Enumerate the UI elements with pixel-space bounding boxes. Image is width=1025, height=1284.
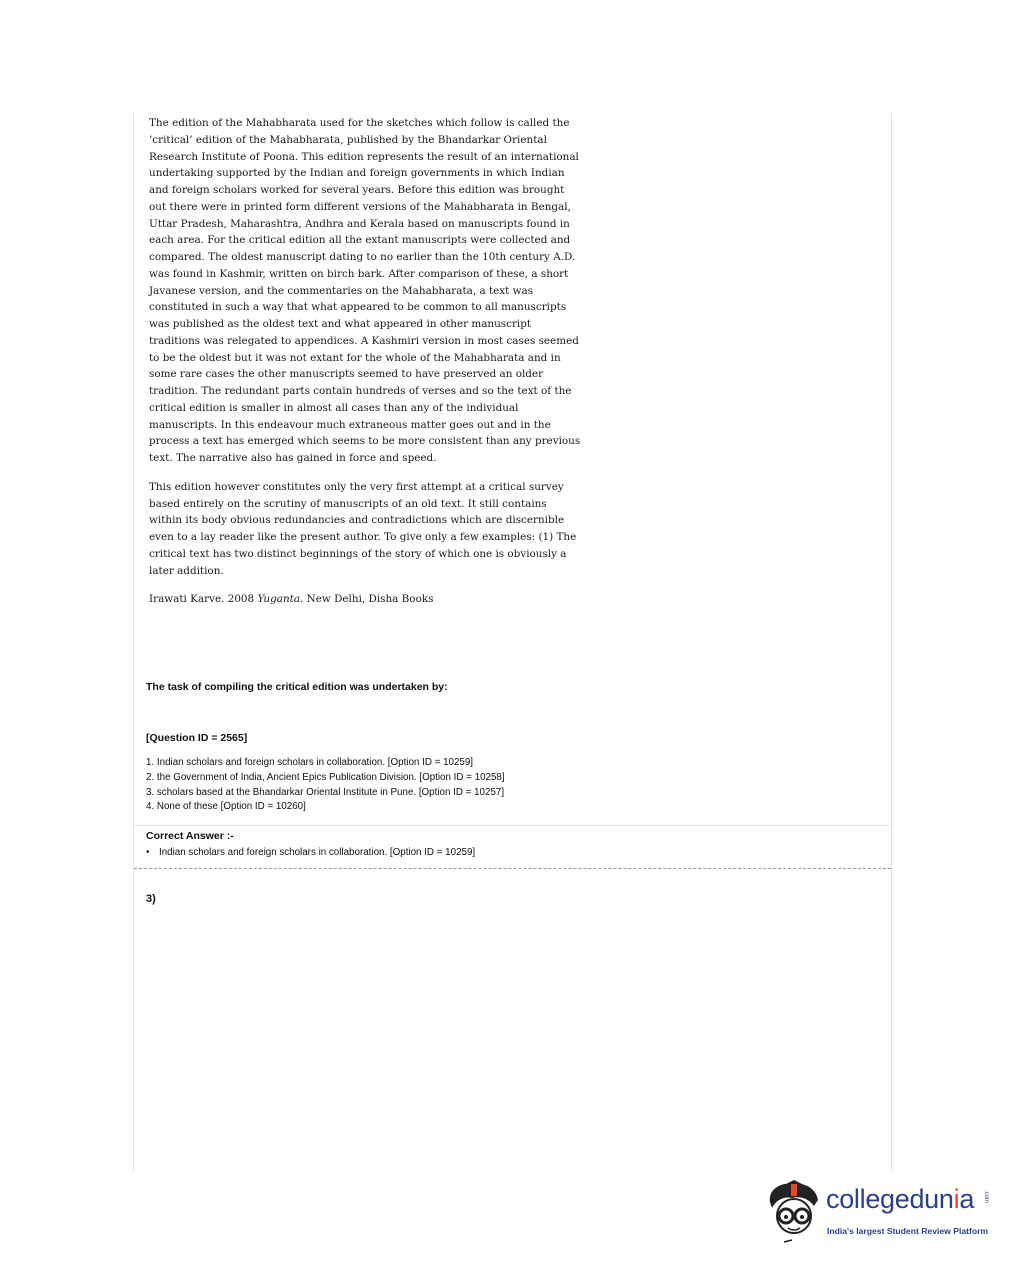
correct-answer <box>146 847 475 858</box>
wordmark-end: a <box>959 1184 975 1214</box>
frame-left-border <box>133 113 134 1171</box>
frame-right-border <box>891 113 892 1171</box>
collegedunia-logo <box>764 1176 1004 1246</box>
citation-title: Yuganta <box>257 593 301 606</box>
logo-suffix: .com <box>983 1190 989 1204</box>
passage-paragraph-1: The edition of the Mahabharata used for the sketches which follow is called the ‘critical’ edition of the Mahabharata, published by the Bhandarkar Oriental Research Institute of Poona. This edition represents the result of an international undertaking supported by the Indian and foreign governments in which Indian and foreign scholars worked for several years. Before this edition was brought out there were in printed form different versions of the Mahabharata in Bengal, Uttar Pradesh, Maharashtra, Andhra and Kerala based on manuscripts found in each area. For the critical edition all the extant manuscripts were collected and compared. The oldest manuscript dating to no earlier than the 10th century A.D. was found in Kashmir, written on birch bark. After comparison of these, a short Javanese version, and the commentaries on the Mahabharata, a text was constituted in such a way that what appeared to be common to all manuscripts was published as the oldest text and what appeared in other manuscript traditions was relegated to appendices. A Kashmiri version in most cases seemed to be the oldest but it was not extant for the whole of the Mahabharata and in some rare cases the other manuscripts seemed to have preserved an older tradition. The redundant parts contain hundreds of verses and so the text of the critical edition is smaller in almost all cases than any of the individual manuscripts. In this endeavour much extraneous matter goes out and in the process a text has emerged which seems to be more consistent than any previous text. The narrative also has gained in force and speed. <box>149 117 581 464</box>
mascot-icon <box>764 1176 826 1246</box>
wordmark-main: collegedun <box>826 1184 954 1214</box>
logo-tagline: India's largest Student Review Platform <box>827 1226 989 1236</box>
option-item: 2. the Government of India, Ancient Epics Publication Division. [Option ID = 10258] <box>146 771 505 783</box>
question-id: [Question ID = 2565] <box>146 732 248 744</box>
question-stem: The task of compiling the critical edition was undertaken by: <box>146 681 448 693</box>
bullet-marker: • <box>146 847 150 858</box>
answer-options <box>146 756 505 815</box>
option-item: 4. None of these [Option ID = 10260] <box>146 801 306 813</box>
section-divider <box>134 825 891 826</box>
citation-publisher: . New Delhi, Disha Books <box>300 593 434 606</box>
passage-citation <box>149 591 581 608</box>
next-question-number: 3) <box>146 893 156 905</box>
option-item: 3. scholars based at the Bhandarkar Oriental Institute in Pune. [Option ID = 10257] <box>146 786 505 798</box>
option-item: 1. Indian scholars and foreign scholars in collaboration. [Option ID = 10259] <box>146 757 474 768</box>
correct-answer-label: Correct Answer :- <box>146 830 234 842</box>
logo-wordmark <box>826 1184 974 1215</box>
wordmark-accent: i <box>953 1184 960 1214</box>
passage-paragraph-2: This edition however constitutes only the very first attempt at a critical survey based entirely on the scrutiny of manuscripts of an old text. It still contains within its body obvious redundancies and contradictions which are discernible even to a lay reader like the present author. To give only a few examples: (1) The critical text has two distinct beginnings of the story of which one is obviously a later addition. <box>149 480 577 577</box>
citation-author-year: Irawati Karve. 2008 <box>149 593 255 606</box>
correct-answer-text: Indian scholars and foreign scholars in collaboration. [Option ID = 10259] <box>159 847 476 858</box>
reading-passage <box>149 115 581 608</box>
question-divider <box>134 868 891 869</box>
